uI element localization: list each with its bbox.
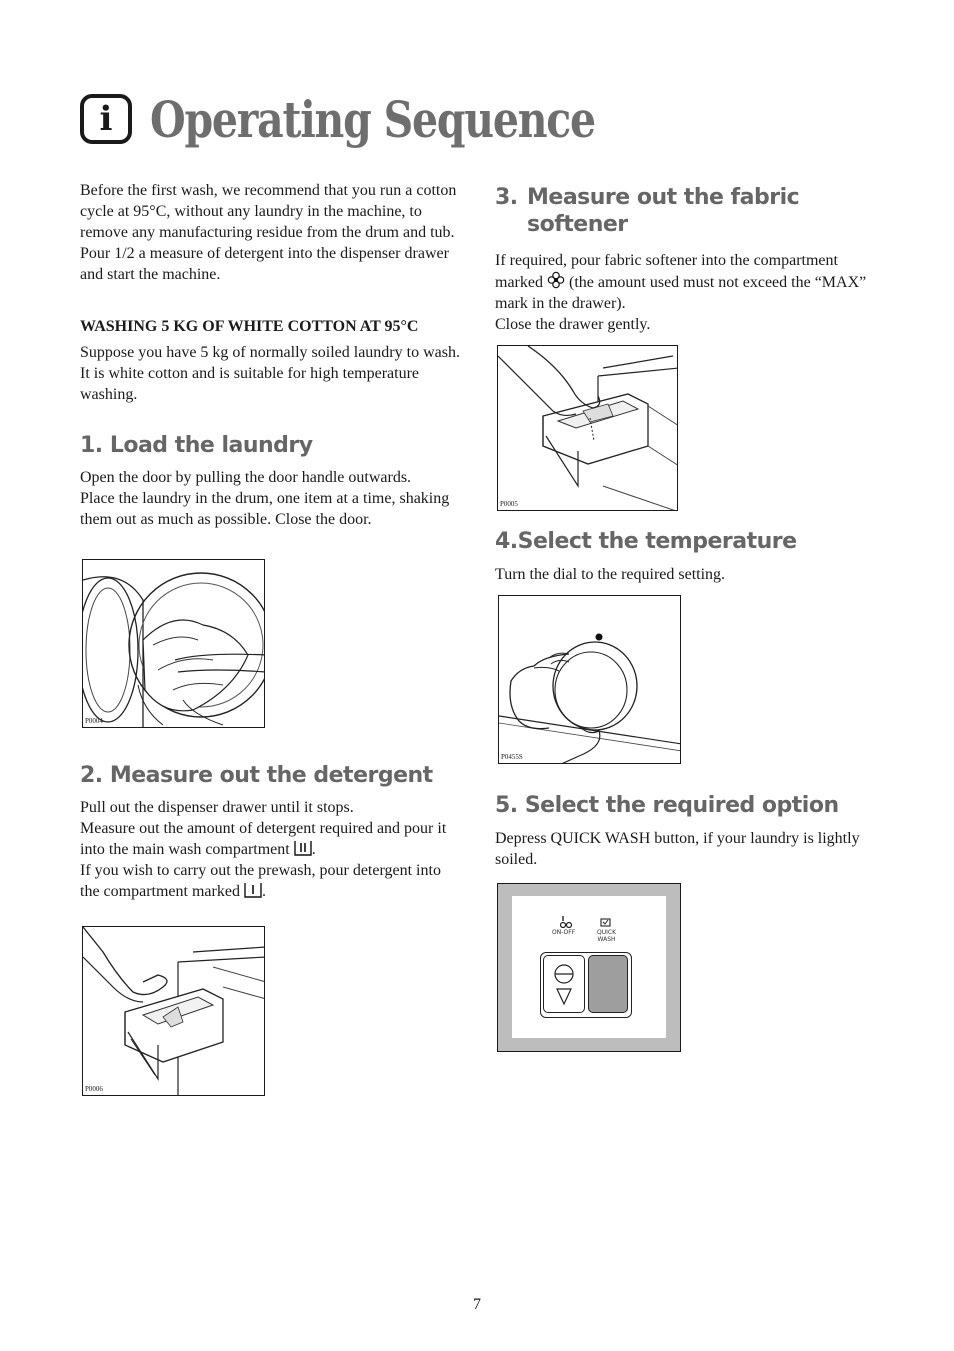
page-title: Operating Sequence [150, 89, 595, 149]
step-2-text-2-end: . [311, 841, 316, 858]
step-2-text-3-end: . [261, 883, 266, 900]
page-number: 7 [473, 1296, 481, 1313]
step-5-text-1: Depress QUICK WASH button, if your laundry is lightly soiled. [495, 830, 860, 868]
page-header [80, 84, 693, 154]
step-5-block [495, 792, 879, 870]
step-4-text-1: Turn the dial to the required setting. [495, 566, 726, 583]
temperature-dial-illustration [499, 596, 681, 764]
quick-wash-label-line-2: WASH [597, 936, 616, 943]
step-4-heading: 4.Select the temperature [495, 529, 797, 554]
load-laundry-illustration [83, 560, 265, 728]
step-4-block [495, 528, 879, 585]
figure-load-laundry [82, 559, 265, 728]
on-off-label: ON-OFF [552, 929, 576, 936]
detergent-drawer-illustration [83, 927, 265, 1096]
step-3-number: 3. [495, 185, 518, 210]
figure-code: P0455S [501, 753, 523, 761]
step-3-text-1-end: (the amount used must not exceed the “MAX” mark in the drawer). [495, 274, 867, 312]
step-5-heading: 5. Select the required option [495, 793, 839, 818]
control-panel-face [512, 896, 666, 1038]
info-icon-letter: i [99, 99, 113, 139]
quick-wash-icon [600, 917, 611, 927]
figure-code: P0004 [85, 717, 103, 725]
step-3-heading [495, 184, 879, 238]
step-2-text-1: Pull out the dispenser drawer until it stops. [80, 799, 354, 816]
step-1-text-2: Place the laundry in the drum, one item at a time, shaking them out as much as possible. Close the door. [80, 490, 450, 528]
step-2-text-3 [80, 860, 464, 902]
step-1-heading: 1. Load the laundry [80, 433, 313, 458]
step-2-heading: 2. Measure out the detergent [80, 763, 433, 788]
button-housing [540, 952, 632, 1018]
example-text: Suppose you have 5 kg of normally soiled laundry to wash. It is white cotton and is suitable for high temperature washing. [80, 344, 460, 403]
step-2-text-2 [80, 818, 464, 860]
prewash-compartment-icon [244, 882, 262, 898]
step-3-text-1 [495, 250, 879, 314]
info-icon [80, 94, 132, 144]
quick-wash-label-line-1: QUICK [597, 929, 617, 936]
figure-fabric-softener [497, 345, 678, 511]
step-2-text-2-start: Measure out the amount of detergent required and pour it into the main wash compartment [80, 820, 447, 858]
quick-wash-label [597, 929, 616, 943]
step-2-text-3-start: If you wish to carry out the prewash, pour detergent into the compartment marked [80, 862, 441, 900]
step-3-title-line-2: softener [527, 212, 628, 237]
power-icon [560, 916, 572, 928]
figure-code: P0006 [85, 1085, 103, 1093]
quick-wash-button[interactable] [588, 955, 628, 1013]
step-2-block [80, 762, 464, 902]
step-3-title-text [527, 184, 799, 238]
figure-control-panel [497, 883, 681, 1052]
intro-paragraph-1: Before the first wash, we recommend that you run a cotton cycle at 95°C, without any laundry in the machine, to remove any manufacturing residue from the drum and tub. [80, 182, 457, 241]
step-3-block [495, 184, 879, 335]
on-off-button-glyph [544, 956, 584, 1012]
step-3-text-1-start: If required, pour fabric softener into the compartment marked [495, 252, 838, 291]
figure-code: P0005 [500, 500, 518, 508]
on-off-button[interactable] [543, 955, 585, 1013]
step-3-text-2: Close the drawer gently. [495, 316, 651, 333]
example-heading: WASHING 5 KG OF WHITE COTTON AT 95°C [80, 318, 419, 335]
fabric-softener-illustration [498, 346, 678, 511]
main-wash-compartment-icon [294, 840, 312, 856]
figure-detergent-drawer [82, 926, 265, 1096]
intro-paragraph-2: Pour 1/2 a measure of detergent into the dispenser drawer and start the machine. [80, 245, 449, 283]
step-1-text-1: Open the door by pulling the door handle outwards. [80, 469, 412, 486]
step-3-title-line-1: Measure out the fabric [527, 185, 800, 210]
fabric-softener-flower-icon [547, 271, 565, 289]
figure-temperature-dial [498, 595, 681, 764]
left-column [80, 180, 464, 530]
